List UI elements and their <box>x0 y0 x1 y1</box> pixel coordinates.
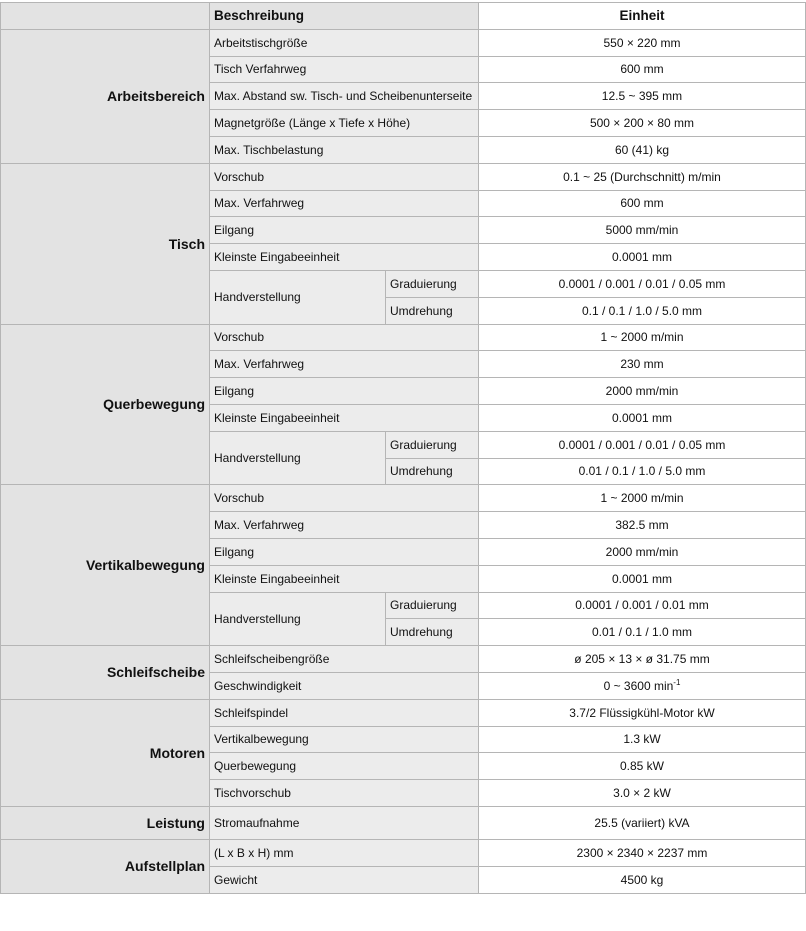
table-row <box>1 839 806 866</box>
row-value: 0.1 / 0.1 / 1.0 / 5.0 mm <box>479 297 806 324</box>
sub-description: Umdrehung <box>386 619 479 646</box>
row-value: 382.5 mm <box>479 512 806 539</box>
table-row <box>1 646 806 673</box>
row-value <box>479 672 806 699</box>
group-label-querbewegung: Querbewegung <box>1 324 210 485</box>
row-value: 500 × 200 × 80 mm <box>479 110 806 137</box>
value-superscript: -1 <box>673 677 681 687</box>
row-value: 0.1 ~ 25 (Durchschnitt) m/min <box>479 163 806 190</box>
row-description: Gewicht <box>210 866 479 893</box>
row-description: Kleinste Eingabeeinheit <box>210 404 479 431</box>
group-label-arbeitsbereich: Arbeitsbereich <box>1 29 210 163</box>
sub-description: Graduierung <box>386 270 479 297</box>
row-value: 0.0001 / 0.001 / 0.01 / 0.05 mm <box>479 270 806 297</box>
row-value: 0.0001 mm <box>479 404 806 431</box>
row-value: 2000 mm/min <box>479 538 806 565</box>
row-value: 230 mm <box>479 351 806 378</box>
group-label-tisch: Tisch <box>1 163 210 324</box>
group-label-motoren: Motoren <box>1 699 210 806</box>
row-description: Arbeitstischgröße <box>210 29 479 56</box>
row-value: 3.7/2 Flüssigkühl-Motor kW <box>479 699 806 726</box>
row-description: Max. Verfahrweg <box>210 512 479 539</box>
table-row <box>1 806 806 839</box>
handverstellung-label: Handverstellung <box>210 270 386 324</box>
row-value: 0.85 kW <box>479 753 806 780</box>
row-description: Schleifscheibengröße <box>210 646 479 673</box>
row-value: 1 ~ 2000 m/min <box>479 324 806 351</box>
table-row <box>1 163 806 190</box>
handverstellung-label: Handverstellung <box>210 431 386 485</box>
row-description: Kleinste Eingabeeinheit <box>210 565 479 592</box>
sub-description: Umdrehung <box>386 458 479 485</box>
row-value: 25.5 (variiert) kVA <box>479 806 806 839</box>
header-unit: Einheit <box>479 3 806 30</box>
row-value: 0.0001 mm <box>479 244 806 271</box>
row-description: Geschwindigkeit <box>210 672 479 699</box>
spec-table <box>0 2 806 894</box>
table-row <box>1 485 806 512</box>
row-description: Vorschub <box>210 324 479 351</box>
row-description: Magnetgröße (Länge x Tiefe x Höhe) <box>210 110 479 137</box>
row-description: Max. Verfahrweg <box>210 351 479 378</box>
group-label-aufstellplan: Aufstellplan <box>1 839 210 893</box>
row-value: 1.3 kW <box>479 726 806 753</box>
row-description: Eilgang <box>210 538 479 565</box>
row-value: 3.0 × 2 kW <box>479 780 806 807</box>
table-row <box>1 29 806 56</box>
row-description: Stromaufnahme <box>210 806 479 839</box>
row-description: (L x B x H) mm <box>210 839 479 866</box>
row-value: 0.01 / 0.1 / 1.0 mm <box>479 619 806 646</box>
row-description: Vertikalbewegung <box>210 726 479 753</box>
row-description: Max. Tischbelastung <box>210 136 479 163</box>
row-value: 0.0001 mm <box>479 565 806 592</box>
row-description: Vorschub <box>210 485 479 512</box>
table-row <box>1 699 806 726</box>
handverstellung-label: Handverstellung <box>210 592 386 646</box>
group-label-schleifscheibe: Schleifscheibe <box>1 646 210 700</box>
table-header-row <box>1 3 806 30</box>
header-empty-cell <box>1 3 210 30</box>
row-description: Querbewegung <box>210 753 479 780</box>
sub-description: Graduierung <box>386 592 479 619</box>
row-description: Vorschub <box>210 163 479 190</box>
row-description: Kleinste Eingabeeinheit <box>210 244 479 271</box>
value-text: 0 ~ 3600 min <box>603 678 674 693</box>
row-value: 2000 mm/min <box>479 378 806 405</box>
row-description: Max. Abstand sw. Tisch- und Scheibenunterseite <box>210 83 479 110</box>
row-description: Eilgang <box>210 217 479 244</box>
row-value: 600 mm <box>479 190 806 217</box>
row-description: Eilgang <box>210 378 479 405</box>
row-description: Tisch Verfahrweg <box>210 56 479 83</box>
row-value: 2300 × 2340 × 2237 mm <box>479 839 806 866</box>
row-value: 0.0001 / 0.001 / 0.01 mm <box>479 592 806 619</box>
row-value: 0.0001 / 0.001 / 0.01 / 0.05 mm <box>479 431 806 458</box>
row-value: ø 205 × 13 × ø 31.75 mm <box>479 646 806 673</box>
row-description: Max. Verfahrweg <box>210 190 479 217</box>
row-value: 1 ~ 2000 m/min <box>479 485 806 512</box>
sub-description: Umdrehung <box>386 297 479 324</box>
row-description: Schleifspindel <box>210 699 479 726</box>
row-value: 12.5 ~ 395 mm <box>479 83 806 110</box>
row-value: 5000 mm/min <box>479 217 806 244</box>
row-value: 550 × 220 mm <box>479 29 806 56</box>
row-value: 600 mm <box>479 56 806 83</box>
row-description: Tischvorschub <box>210 780 479 807</box>
sub-description: Graduierung <box>386 431 479 458</box>
header-description: Beschreibung <box>210 3 479 30</box>
row-value: 4500 kg <box>479 866 806 893</box>
row-value: 60 (41) kg <box>479 136 806 163</box>
table-row <box>1 324 806 351</box>
group-label-vertikalbewegung: Vertikalbewegung <box>1 485 210 646</box>
group-label-leistung: Leistung <box>1 806 210 839</box>
row-value: 0.01 / 0.1 / 1.0 / 5.0 mm <box>479 458 806 485</box>
